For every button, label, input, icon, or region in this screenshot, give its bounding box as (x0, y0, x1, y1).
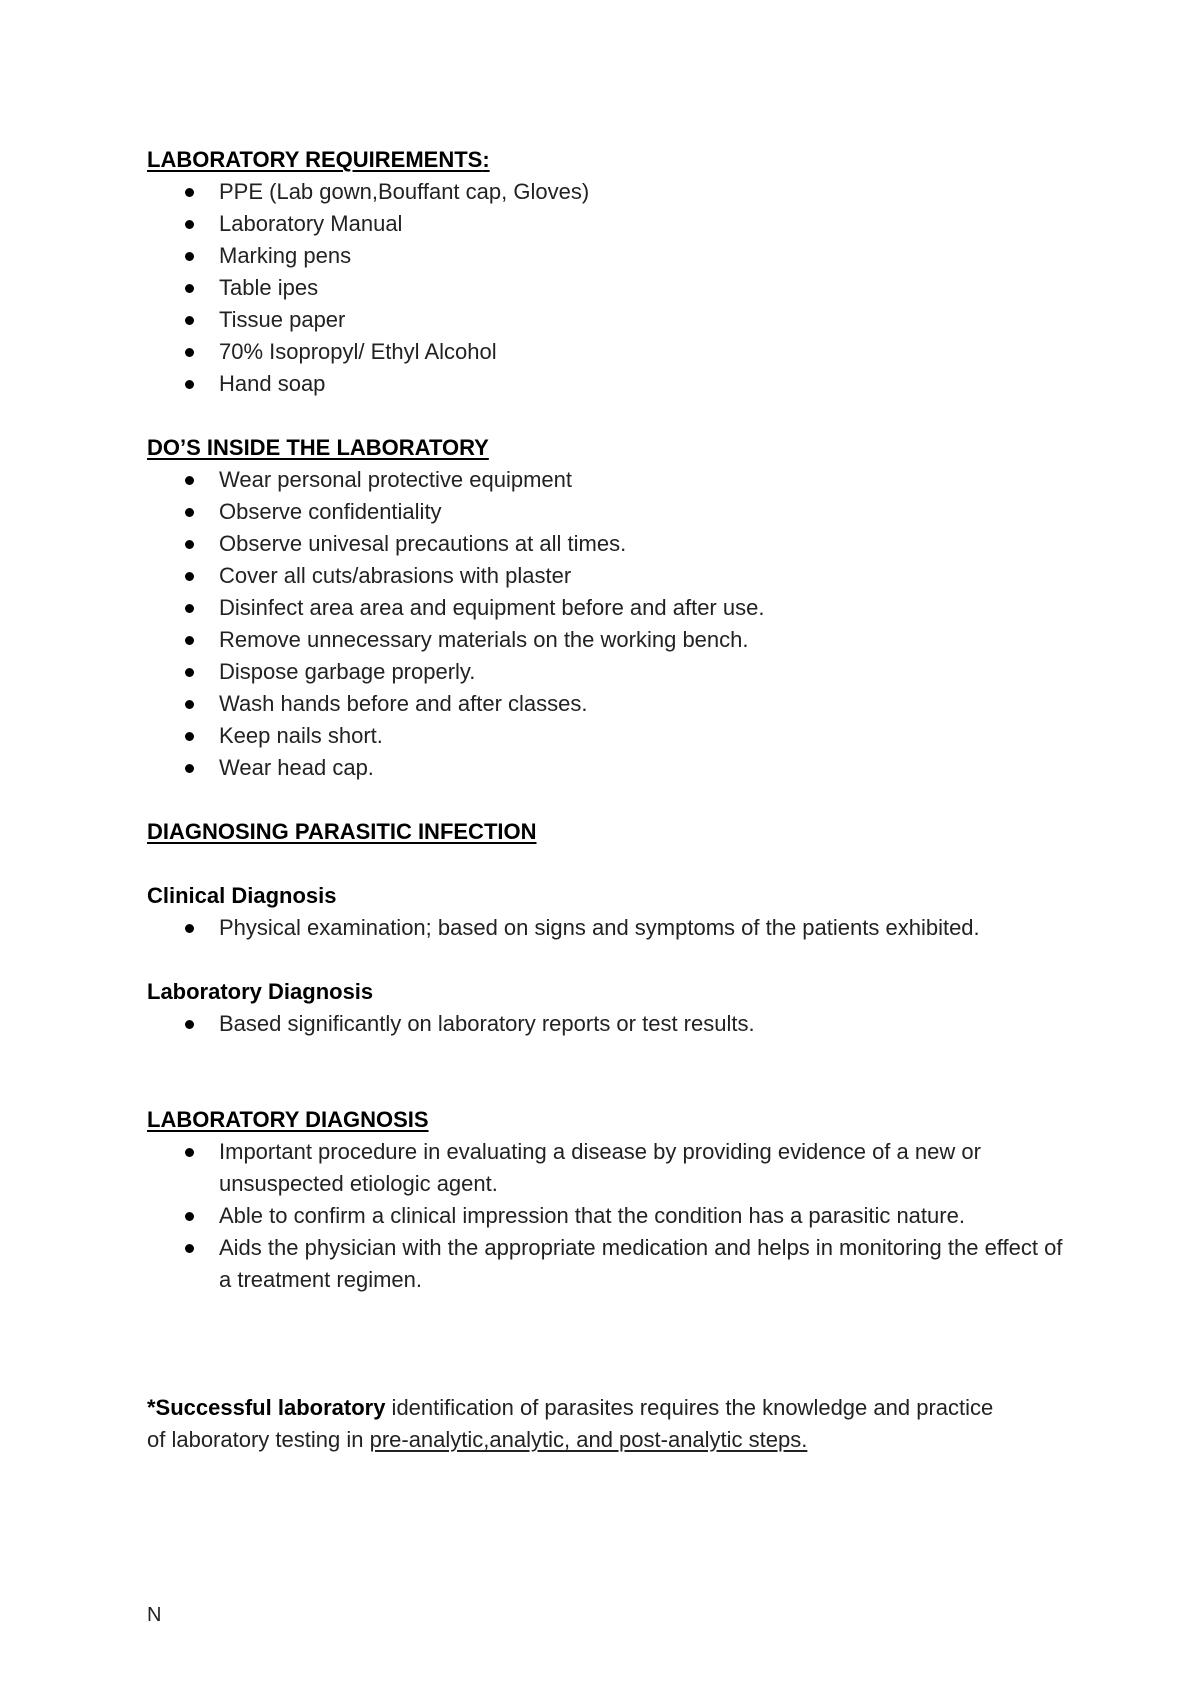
list-item (147, 1008, 1077, 1040)
diagnosing-heading: DIAGNOSING PARASITIC INFECTION (147, 819, 537, 844)
bullet-icon (185, 700, 194, 709)
bullet-icon (185, 924, 194, 933)
list-item (147, 240, 1077, 272)
list-item (147, 592, 1077, 624)
bullet-icon (185, 380, 194, 389)
list-item (147, 368, 1077, 400)
list-item-text: Physical examination; based on signs and symptoms of the patients exhibited. (219, 915, 980, 940)
list-item (147, 1232, 1077, 1296)
bullet-icon (185, 572, 194, 581)
laboratory-diagnosis-list (147, 1008, 1077, 1040)
bullet-icon (185, 252, 194, 261)
requirements-title: LABORATORY REQUIREMENTS (147, 147, 483, 172)
list-item (147, 656, 1077, 688)
list-item (147, 720, 1077, 752)
list-item-text: Based significantly on laboratory reports or test results. (219, 1011, 755, 1036)
list-item-text: Wear personal protective equipment (219, 467, 573, 492)
laboratory-diagnosis-heading: Laboratory Diagnosis (147, 979, 374, 1004)
bullet-icon (185, 1244, 194, 1253)
list-item-text: Tissue paper (219, 307, 346, 332)
bullet-icon (185, 540, 194, 549)
list-item-text: Important procedure in evaluating a disease by providing evidence of a new or unsuspected etiologic agent. (219, 1139, 981, 1196)
document-content (147, 144, 1077, 1456)
list-item (147, 1136, 1077, 1200)
lab-diagnosis-heading: LABORATORY DIAGNOSIS (147, 1107, 429, 1132)
list-item-text: Dispose garbage properly. (219, 659, 476, 684)
list-item-text: Hand soap (219, 371, 326, 396)
bullet-icon (185, 220, 194, 229)
bullet-icon (185, 1020, 194, 1029)
list-item (147, 1200, 1077, 1232)
requirements-colon: : (482, 147, 490, 172)
list-item-text: Wear head cap. (219, 755, 374, 780)
bullet-icon (185, 348, 194, 357)
bullet-icon (185, 732, 194, 741)
lab-diagnosis-list (147, 1136, 1077, 1296)
list-item-text: Remove unnecessary materials on the working bench. (219, 627, 749, 652)
bullet-icon (185, 1148, 194, 1157)
list-item (147, 208, 1077, 240)
list-item-text: PPE (Lab gown,Bouffant cap, Gloves) (219, 179, 590, 204)
bullet-icon (185, 604, 194, 613)
list-item-text: Marking pens (219, 243, 352, 268)
bullet-icon (185, 636, 194, 645)
bullet-icon (185, 508, 194, 517)
list-item-text: Aids the physician with the appropriate medication and helps in monitoring the effect of a treatment regimen. (219, 1235, 1063, 1292)
note-text: identification of parasites requires the knowledge and practice of laboratory testing in (147, 1395, 994, 1452)
requirements-list (147, 176, 1077, 400)
list-item (147, 752, 1077, 784)
clinical-diagnosis-heading: Clinical Diagnosis (147, 883, 337, 908)
requirements-heading (147, 144, 1077, 176)
dos-heading: DO’S INSIDE THE LABORATORY (147, 435, 489, 460)
list-item (147, 496, 1077, 528)
note-bold-text: *Successful laboratory (147, 1395, 386, 1420)
bullet-icon (185, 668, 194, 677)
dos-list (147, 464, 1077, 784)
list-item-text: Table ipes (219, 275, 319, 300)
list-item-text: Able to confirm a clinical impression that the condition has a parasitic nature. (219, 1203, 965, 1228)
list-item (147, 624, 1077, 656)
bullet-icon (185, 284, 194, 293)
summary-note (147, 1392, 1017, 1456)
clinical-diagnosis-list (147, 912, 1077, 944)
list-item (147, 464, 1077, 496)
list-item (147, 528, 1077, 560)
list-item-text: Laboratory Manual (219, 211, 403, 236)
list-item (147, 560, 1077, 592)
bullet-icon (185, 188, 194, 197)
bullet-icon (185, 764, 194, 773)
list-item-text: Keep nails short. (219, 723, 383, 748)
list-item (147, 304, 1077, 336)
list-item-text: Observe confidentiality (219, 499, 442, 524)
bullet-icon (185, 1212, 194, 1221)
note-underlined-text: pre-analytic,analytic, and post-analytic steps. (369, 1427, 808, 1452)
list-item (147, 272, 1077, 304)
footer-mark: N (147, 1604, 162, 1626)
list-item (147, 912, 1077, 944)
list-item-text: Wash hands before and after classes. (219, 691, 588, 716)
list-item-text: Observe univesal precautions at all times. (219, 531, 627, 556)
list-item (147, 336, 1077, 368)
list-item-text: Cover all cuts/abrasions with plaster (219, 563, 572, 588)
list-item (147, 688, 1077, 720)
bullet-icon (185, 316, 194, 325)
list-item-text: 70% Isopropyl/ Ethyl Alcohol (219, 339, 497, 364)
list-item (147, 176, 1077, 208)
list-item-text: Disinfect area area and equipment before and after use. (219, 595, 765, 620)
bullet-icon (185, 476, 194, 485)
